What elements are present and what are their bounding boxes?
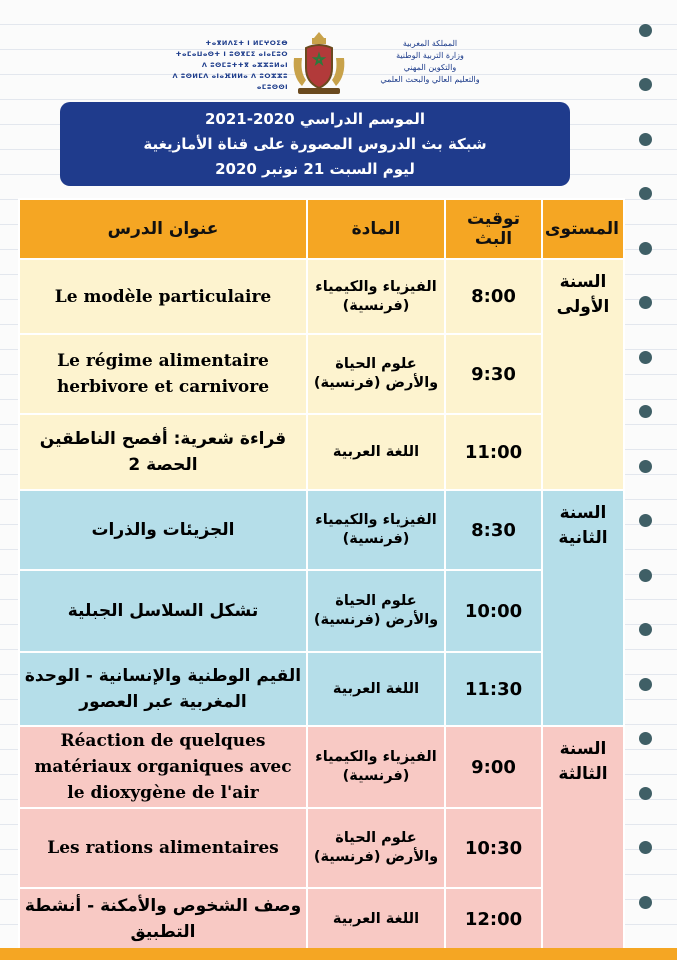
ring-dot [639,787,652,800]
tifinagh-line: ⴷ ⵓⵙⵍⵎⴷ ⴰⵏⴰⴼⵍⵍⴰ ⴷ ⵓⵔⵣⵣⵓ ⴰⵎⵓⵙⵙⵏ [172,72,288,91]
subject: اللغة العربية [307,652,445,726]
table-row [19,334,624,414]
ring-dot [639,623,652,636]
arabic-line: المملكة المغربية [402,39,458,48]
broadcast-time: 9:30 [445,334,542,414]
table-row [19,570,624,652]
level-second-year: السنة الثانية [542,490,624,726]
arabic-line: وزارة التربية الوطنية [396,51,464,60]
bottom-accent-bar [0,948,677,960]
table-row [19,726,624,808]
ring-dot [639,841,652,854]
schedule-title: شبكة بث الدروس المصورة على قناة الأمازيغية [143,135,487,153]
lesson-title: Les rations alimentaires [19,808,307,888]
notebook-ring-dots [639,0,659,960]
lesson-title: الجزيئات والذرات [19,490,307,570]
arabic-ministry-name [356,38,504,86]
lesson-title: القيم الوطنية والإنسانية - الوحدة المغربية عبر العصور [19,652,307,726]
broadcast-time: 8:00 [445,259,542,334]
subject: اللغة العربية [307,414,445,490]
lesson-title: قراءة شعرية: أفصح الناطقين الحصة 2 [19,414,307,490]
table-header-row [19,199,624,259]
header-level: المستوى [542,199,624,259]
ministry-header [160,28,500,100]
broadcast-time: 9:00 [445,726,542,808]
table-row [19,259,624,334]
broadcast-schedule-table [18,198,625,951]
table-row [19,490,624,570]
lesson-title: Le modèle particulaire [19,259,307,334]
coat-of-arms-icon [288,28,350,98]
tifinagh-line: ⴷ ⵓⵙⵎⵓⵜⵜⴳ ⴰⵣⵣⵓⵍⴰⵏ [201,61,288,69]
ring-dot [639,460,652,473]
subject: علوم الحياة والأرض (فرنسية) [307,808,445,888]
subject: اللغة العربية [307,888,445,950]
arabic-line: والتكوين المهني [403,63,457,72]
tifinagh-ministry-name [160,38,288,93]
ring-dot [639,678,652,691]
ring-dot [639,187,652,200]
level-third-year: السنة الثالثة [542,726,624,950]
schedule-date: ليوم السبت 21 نونبر 2020 [215,160,415,178]
ring-dot [639,405,652,418]
broadcast-time: 10:00 [445,570,542,652]
lesson-title: تشكل السلاسل الجبلية [19,570,307,652]
subject: الفيزياء والكيمياء (فرنسية) [307,726,445,808]
broadcast-time: 11:00 [445,414,542,490]
table-row [19,888,624,950]
header-lesson: عنوان الدرس [19,199,307,259]
ring-dot [639,242,652,255]
arabic-line: والتعليم العالي والبحث العلمي [380,75,480,84]
level-first-year: السنة الأولى [542,259,624,490]
ring-dot [639,351,652,364]
ring-dot [639,732,652,745]
ring-dot [639,569,652,582]
tifinagh-line: ⵜⴰⴳⵍⴷⵉⵜ ⵏ ⵍⵎⵖⵔⵉⴱ [205,39,288,47]
header-subject: المادة [307,199,445,259]
ring-dot [639,296,652,309]
header-time: توقيت البث [445,199,542,259]
ring-dot [639,896,652,909]
ring-dot [639,24,652,37]
ring-dot [639,78,652,91]
ring-dot [639,514,652,527]
school-year: الموسم الدراسي 2020-2021 [204,110,426,128]
subject: علوم الحياة والأرض (فرنسية) [307,570,445,652]
table-row [19,414,624,490]
lesson-title: Réaction de quelques matériaux organiques avec le dioxygène de l'air [19,726,307,808]
broadcast-time: 8:30 [445,490,542,570]
table-row [19,808,624,888]
lesson-title: Le régime alimentaire herbivore et carnivore [19,334,307,414]
broadcast-time: 11:30 [445,652,542,726]
broadcast-time: 12:00 [445,888,542,950]
title-banner [60,102,570,186]
lesson-title: وصف الشخوص والأمكنة - أنشطة التطبيق [19,888,307,950]
subject: الفيزياء والكيمياء (فرنسية) [307,259,445,334]
subject: علوم الحياة والأرض (فرنسية) [307,334,445,414]
broadcast-time: 10:30 [445,808,542,888]
tifinagh-line: ⵜⴰⵎⴰⵡⴰⵙⵜ ⵏ ⵓⵙⴳⵎⵉ ⴰⵏⴰⵎⵓⵔ [175,50,288,58]
subject: الفيزياء والكيمياء (فرنسية) [307,490,445,570]
ring-dot [639,133,652,146]
table-row [19,652,624,726]
